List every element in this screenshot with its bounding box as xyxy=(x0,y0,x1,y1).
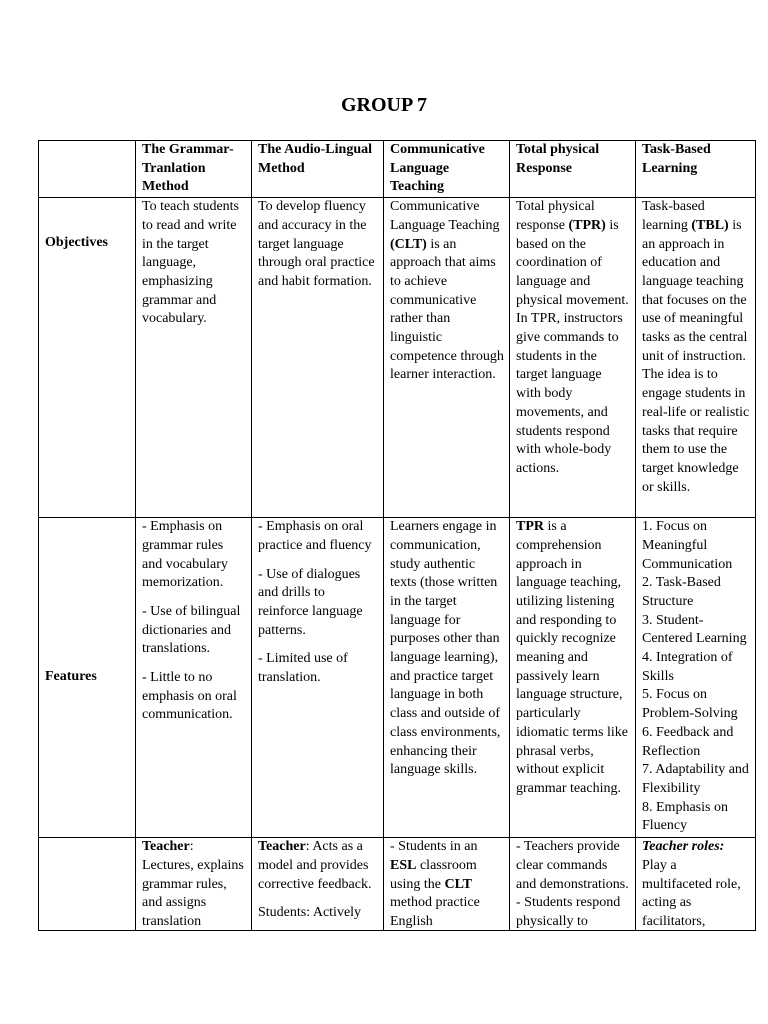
objectives-tpr: Total physical response (TPR) is based on the coordination of language and physical movement. In TPR, instructors give commands to students in the target language with body movements, and students respond with whole-body actions. xyxy=(510,198,636,518)
objectives-alm: To develop fluency and accuracy in the target language through oral practice and habit formation. xyxy=(252,198,384,518)
features-gtm-item: - Little to no emphasis on oral communication. xyxy=(142,670,237,723)
features-alm-item: - Limited use of translation. xyxy=(258,651,348,686)
features-tbl-item: 8. Emphasis on Fluency xyxy=(642,799,728,834)
header-row xyxy=(39,141,756,198)
header-communicative: Communicative Language Teaching xyxy=(384,141,510,198)
row-label-features: Features xyxy=(39,518,136,838)
features-tpr: TPR is a comprehension approach in language teaching, utilizing listening and responding to quickly recognize meaning and passively learn language structure, particularly idiomatic terms like phrasal verbs, without explicit grammar teaching. xyxy=(510,518,636,838)
objectives-row xyxy=(39,198,756,518)
features-gtm-item: - Emphasis on grammar rules and vocabulary memorization. xyxy=(142,519,228,591)
features-clt: Learners engage in communication, study authentic texts (those written in the target language for purposes other than language learning), and practice target language in both class and outside of class environments, enhancing their language skills. xyxy=(384,518,510,838)
roles-gtm: Teacher: Lectures, explains grammar rules, and assigns translation xyxy=(136,838,252,931)
features-gtm-item: - Use of bilingual dictionaries and translations. xyxy=(142,603,241,657)
features-tbl-item: 2. Task-Based Structure xyxy=(642,575,721,609)
row-label-roles xyxy=(39,838,136,931)
header-audio-lingual: The Audio-Lingual Method xyxy=(252,141,384,198)
header-cell-empty xyxy=(39,141,136,198)
objectives-clt: Communicative Language Teaching (CLT) is an approach that aims to achieve communicative rather than linguistic competence through learner interaction. xyxy=(384,198,510,518)
features-tbl-item: 4. Integration of Skills xyxy=(642,650,733,684)
roles-tpr: - Teachers provide clear commands and demonstrations. - Students respond physically to xyxy=(510,838,636,931)
features-row xyxy=(39,518,756,838)
header-grammar-translation: The Grammar-Tranlation Method xyxy=(136,141,252,198)
features-tbl-item: 7. Adaptability and Flexibility xyxy=(642,762,749,796)
features-alm-item: - Use of dialogues and drills to reinforce language patterns. xyxy=(258,566,363,638)
row-label-objectives: Objectives xyxy=(39,198,136,518)
objectives-tbl: Task-based learning (TBL) is an approach in education and language teaching that focuses on the use of meaningful tasks as the central unit of instruction. The idea is to engage students in real-life or realistic tasks that require them to use the target knowledge or skills. xyxy=(636,198,756,518)
features-tbl xyxy=(636,518,756,838)
comparison-table xyxy=(38,140,756,931)
features-alm xyxy=(252,518,384,838)
roles-row xyxy=(39,838,756,931)
header-total-physical-response: Total physical Response xyxy=(510,141,636,198)
features-alm-item: - Emphasis on oral practice and fluency xyxy=(258,519,372,553)
features-tbl-item: 5. Focus on Problem-Solving xyxy=(642,687,738,722)
roles-clt: - Students in an ESL classroom using the CLT method practice English xyxy=(384,838,510,931)
document-title: GROUP 7 xyxy=(340,94,428,116)
features-gtm xyxy=(136,518,252,838)
features-tbl-item: 3. Student-Centered Learning xyxy=(642,612,747,647)
header-task-based: Task-Based Learning xyxy=(636,141,756,198)
roles-alm: Teacher: Acts as a model and provides corrective feedback. Students: Actively xyxy=(252,838,384,931)
roles-tbl: Teacher roles: Play a multifaceted role, acting as facilitators, xyxy=(636,838,756,931)
features-tbl-item: 6. Feedback and Reflection xyxy=(642,724,734,759)
objectives-gtm: To teach students to read and write in the target language, emphasizing grammar and vocabulary. xyxy=(136,198,252,518)
features-tbl-item: 1. Focus on Meaningful Communication xyxy=(642,519,733,572)
